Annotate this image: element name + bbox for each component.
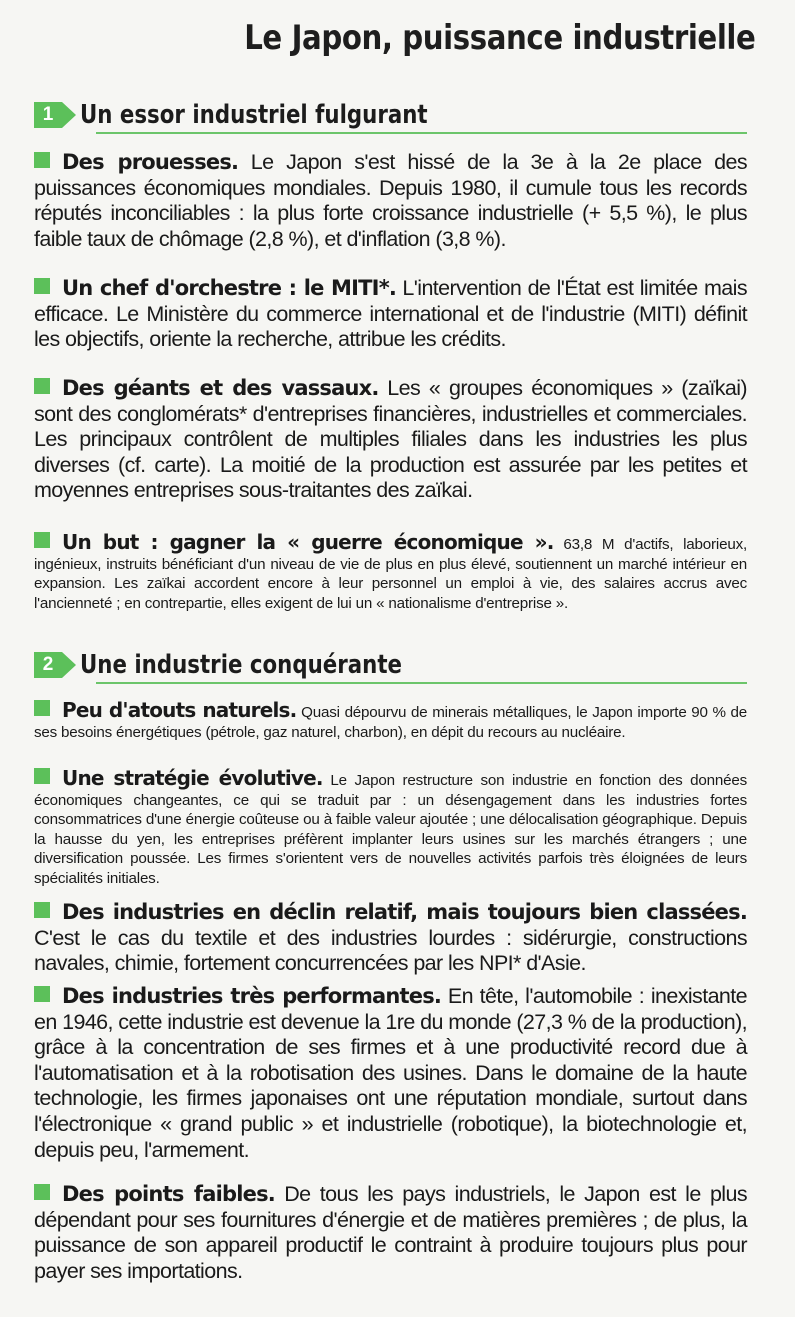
section-2-heading (34, 650, 747, 680)
section-2-number-badge: 2 (34, 652, 62, 678)
paragraph-lead: Une stratégie évolutive. (62, 766, 323, 790)
paragraph-text: Les « groupes économiques » (zaïkai) sont des conglomérats* d'entreprises financières, industrielles et commerciales. Les principaux contrôlent de multiples filiales dans les industries les plus diverses (cf. carte). La moitié de la production est assurée par les petites et moyennes entreprises sous-traitantes des zaïkai. (34, 376, 747, 503)
section-1-number-badge: 1 (34, 102, 62, 128)
paragraph-text: Le Japon restructure son industrie en fonction des données économiques changeantes, ce qui se traduit par : un désengagement dans les industries fortes consommatrices d'une énergie coûteuse ou à faible valeur ajoutée ; une délocalisation géographique. Depuis la hausse du yen, les entreprises préfèrent implanter leurs usines sur les marchés étrangers ; une diversification poussée. Les firmes s'orientent vers de nouvelles activités parfois très éloignées de leurs spécialités initiales. (34, 772, 747, 887)
paragraph-text: En tête, l'automobile : inexistante en 1946, cette industrie est devenue la 1re du monde (27,3 % de la production), grâce à la concentration de ses firmes et à une productivité record due à l'automatisation et à la robotisation des usines. Dans le domaine de la haute technologie, les firmes japonaises ont une réputation mondiale, surtout dans l'électronique « grand public » et industrielle (robotique), la biotechnologie et, depuis peu, l'armement. (34, 984, 748, 1162)
paragraph-but (34, 532, 747, 613)
paragraph-text: C'est le cas du textile et des industries lourdes : sidérurgie, constructions navales, chimie, fortement concurrencées par les NPI* d'Asie. (34, 925, 747, 976)
paragraph-text: Le Japon s'est hissé de la 3e à la 2e place des puissances économiques mondiales. Depuis 1980, il cumule tous les records réputés inconciliables : la plus forte croissance industrielle (+ 5,5 %), le plus faible taux de chômage (2,8 %), et d'inflation (3,8 %). (34, 150, 747, 251)
section-2-title: Une industrie conquérante (80, 650, 402, 680)
paragraph-strategie (34, 768, 747, 889)
section-1-rule (96, 132, 747, 134)
paragraph-lead: Des industries très performantes. (62, 984, 442, 1008)
paragraph-text: 63,8 M d'actifs, laborieux, ingénieux, instruits bénéficiant d'un niveau de vie de plus en plus élevé, soutiennent un marché intérieur en expansion. Les zaïkai accordent encore à leur personnel un emploi à vie, des salaires accrus avec l'ancienneté ; en contrepartie, elles exigent de lui un « nationalisme d'entreprise ». (34, 536, 747, 612)
section-2-rule (96, 682, 747, 684)
bullet-square-icon (34, 902, 50, 918)
bullet-square-icon (34, 1184, 50, 1200)
paragraph-lead: Des prouesses. (62, 150, 239, 174)
paragraph-geants (34, 376, 747, 504)
paragraph-lead: Peu d'atouts naturels. (62, 698, 297, 722)
paragraph-lead: Un chef d'orchestre : le MITI*. (62, 276, 397, 300)
bullet-square-icon (34, 986, 50, 1002)
bullet-square-icon (34, 152, 50, 168)
paragraph-lead: Des points faibles. (62, 1182, 275, 1206)
page-title: Le Japon, puissance industrielle (243, 18, 755, 58)
paragraph-performantes (34, 984, 747, 1163)
paragraph-points-faibles (34, 1182, 747, 1284)
section-1-title: Un essor industriel fulgurant (80, 100, 428, 130)
paragraph-lead: Des industries en déclin relatif, mais toujours bien classées. (62, 900, 747, 924)
paragraph-declin (34, 900, 747, 977)
paragraph-text: L'intervention de l'État est limitée mais efficace. Le Ministère du commerce international et de l'industrie (MITI) définit les objectifs, oriente la recherche, attribue les crédits. (34, 276, 747, 352)
bullet-square-icon (34, 700, 50, 716)
paragraph-lead: Un but : gagner la « guerre économique ». (62, 530, 554, 554)
bullet-square-icon (34, 532, 50, 548)
bullet-square-icon (34, 768, 50, 784)
paragraph-prouesses (34, 150, 747, 252)
paragraph-text: De tous les pays industriels, le Japon est le plus dépendant pour ses fournitures d'énergie et de matières premières ; de plus, la puissance de son appareil productif le contraint à produire toujours plus pour payer ses importations. (34, 1182, 747, 1283)
section-1-heading (34, 100, 747, 130)
bullet-square-icon (34, 278, 50, 294)
paragraph-lead: Des géants et des vassaux. (62, 376, 379, 400)
paragraph-miti (34, 276, 747, 353)
paragraph-atouts (34, 700, 747, 742)
bullet-square-icon (34, 378, 50, 394)
paragraph-text: Quasi dépourvu de minerais métalliques, le Japon importe 90 % de ses besoins énergétiques (pétrole, gaz naturel, charbon), en dépit du recours au nucléaire. (34, 704, 748, 741)
